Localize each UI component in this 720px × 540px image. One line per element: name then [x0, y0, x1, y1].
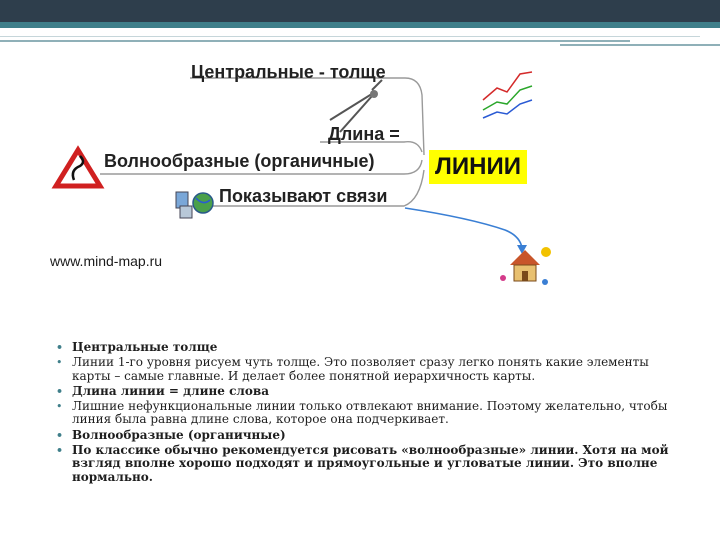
site-url: www.mind-map.ru: [50, 253, 163, 269]
connection-arrow: [405, 208, 522, 248]
list-item-text: Лишние нефункциональные линии только отвлекают внимание. Поэтому желательно, чтобы линия была равна длине слова, которое она подчеркивает.: [72, 399, 668, 427]
mind-map-image: [0, 40, 720, 340]
list-item: [56, 444, 676, 484]
decorative-line: [0, 36, 700, 37]
bullet-icon: •: [56, 356, 63, 370]
list-item: [56, 385, 676, 398]
list-item-text: Линии 1-го уровня рисуем чуть толще. Это позволяет сразу легко понять какие элементы карты – самые главные. И делает более понятной иерархичность карты.: [72, 355, 649, 383]
bullet-icon: •: [56, 400, 63, 414]
list-item-text: По классике обычно рекомендуется рисовать «волнообразные» линии. Хотя на мой взгляд вполне хорошо подходят и прямоугольные и угловатые линии. Это вполне нормально.: [72, 443, 669, 484]
list-item: [56, 341, 676, 354]
branch-label-links: Показывают связи: [219, 186, 388, 206]
branch-label-length: Длина =: [328, 124, 400, 144]
list-item: [56, 356, 676, 383]
bullet-icon: •: [56, 444, 64, 458]
growth-chart-icon: [483, 72, 532, 118]
lines-label: ЛИНИИ: [435, 153, 521, 180]
list-item-text: Волнообразные (органичные): [72, 427, 286, 442]
bullet-icon: •: [56, 428, 64, 442]
globe-icon: [176, 192, 213, 218]
bullet-icon: •: [56, 384, 64, 398]
bullet-list: [56, 341, 676, 486]
list-item-text: Длина линии = длине слова: [72, 383, 269, 398]
title-bar: [0, 0, 720, 22]
title-bar-accent: [0, 22, 720, 28]
branch-label-central: Центральные - толще: [191, 62, 386, 82]
branch-label-wavy: Волнообразные (органичные): [104, 151, 375, 171]
list-item: [56, 400, 676, 427]
house-icon: [500, 247, 551, 285]
lines-highlight: [429, 150, 527, 184]
warning-sign-icon: [56, 150, 100, 186]
list-item: [56, 429, 676, 442]
list-item-text: Центральные толще: [72, 340, 218, 354]
bullet-icon: •: [56, 341, 64, 354]
